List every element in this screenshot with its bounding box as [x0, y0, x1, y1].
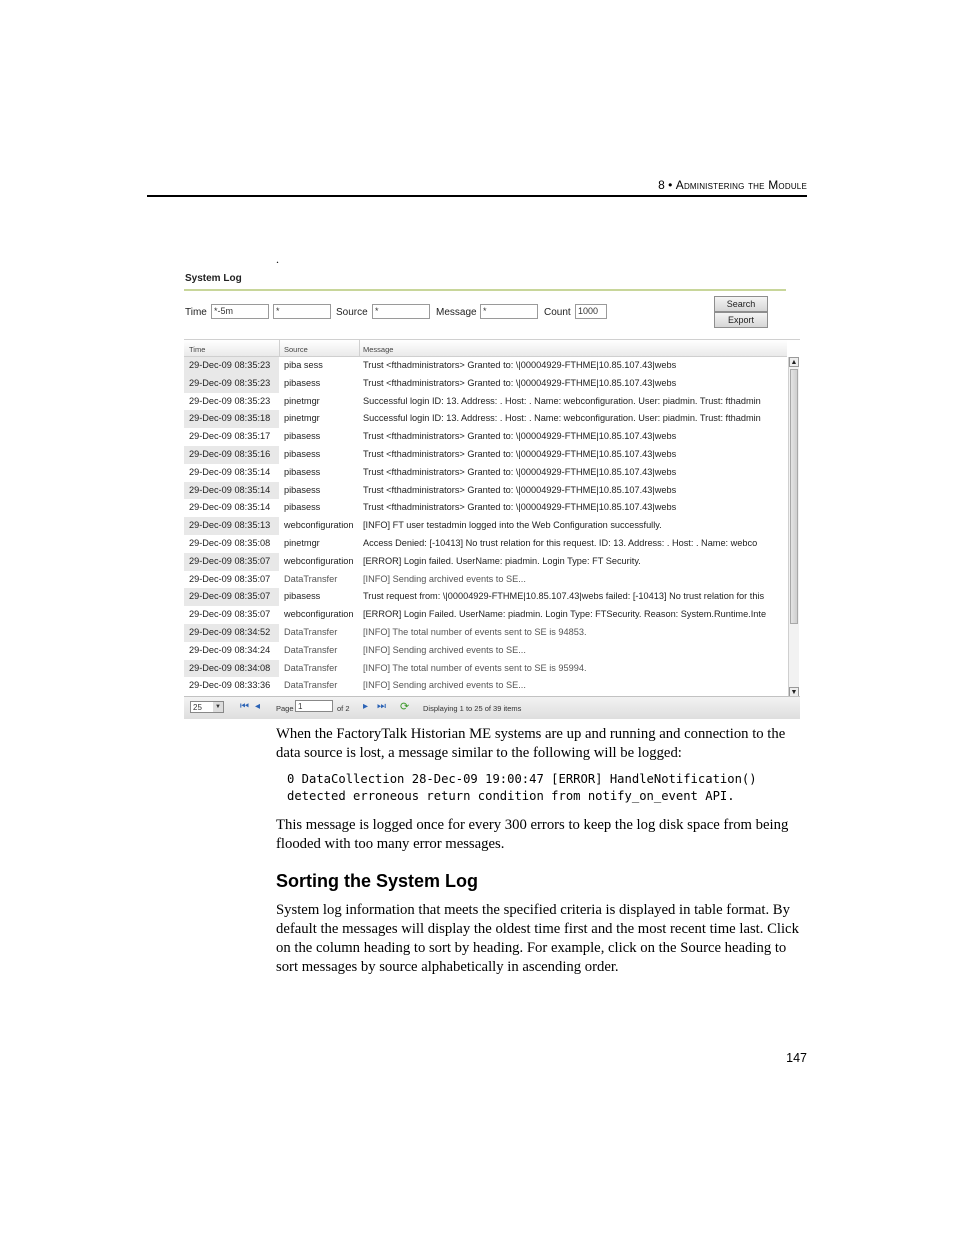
time-cell: 29-Dec-09 08:35:23: [184, 357, 279, 375]
prev-page-icon[interactable]: ◂: [255, 701, 261, 712]
refresh-icon[interactable]: ⟳: [400, 701, 410, 713]
column-header-source[interactable]: Source: [284, 345, 308, 354]
running-header: [147, 178, 807, 192]
section-heading: Sorting the System Log: [276, 871, 479, 891]
page-number-input[interactable]: 1: [295, 700, 333, 712]
system-log-screenshot: [184, 268, 802, 720]
code-line-2: detected erroneous return condition from notify_on_event API.: [287, 789, 735, 803]
message-cell: [INFO] Sending archived events to SE...: [363, 573, 526, 584]
export-button[interactable]: Export: [714, 312, 768, 328]
source-cell: pinetmgr: [284, 537, 320, 548]
page-label: Page: [276, 704, 294, 713]
stray-dot: .: [276, 252, 279, 266]
table-row[interactable]: [184, 482, 787, 500]
time-cell: 29-Dec-09 08:35:16: [184, 446, 279, 464]
message-cell: Access Denied: [-10413] No trust relation for this request. ID: 13. Address: . Host: . Name: webco: [363, 537, 758, 548]
table-row[interactable]: [184, 606, 787, 624]
table-row[interactable]: [184, 375, 787, 393]
message-label: Message: [436, 307, 477, 318]
chapter-number: 8 •: [658, 178, 673, 192]
time-cell: 29-Dec-09 08:35:14: [184, 482, 279, 500]
table-row[interactable]: [184, 660, 787, 678]
table-row[interactable]: [184, 624, 787, 642]
table-row[interactable]: [184, 357, 787, 375]
source-cell: DataTransfer: [284, 662, 338, 673]
time-cell: 29-Dec-09 08:35:18: [184, 410, 279, 428]
message-cell: Successful login ID: 13. Address: . Host: . Name: webconfiguration. User: piadmin. Trust: fthadmin: [363, 395, 761, 406]
table-row[interactable]: [184, 553, 787, 571]
source-cell: pibasess: [284, 448, 321, 459]
display-status: Displaying 1 to 25 of 39 items: [423, 704, 522, 713]
search-button[interactable]: Search: [714, 296, 768, 312]
page-number: 147: [786, 1051, 807, 1065]
time-cell: 29-Dec-09 08:35:07: [184, 588, 279, 606]
table-row[interactable]: [184, 428, 787, 446]
source-cell: pibasess: [284, 502, 321, 513]
message-cell: Trust <fthadministrators> Granted to: \|00004929-FTHME|10.85.107.43|webs: [363, 466, 677, 477]
column-divider: [279, 340, 280, 356]
table-row[interactable]: [184, 571, 787, 589]
time-cell: 29-Dec-09 08:34:24: [189, 644, 271, 655]
time-cell: 29-Dec-09 08:35:13: [184, 517, 279, 535]
pagination-bar: [184, 696, 800, 719]
column-header-message[interactable]: Message: [363, 345, 394, 354]
column-header-time[interactable]: Time: [189, 345, 206, 354]
table-row[interactable]: [184, 517, 787, 535]
message-cell: [INFO] Sending archived events to SE...: [363, 680, 526, 691]
page-size-select[interactable]: [190, 701, 224, 713]
table-row[interactable]: [184, 410, 787, 428]
message-cell: [ERROR] Login Failed. UserName: piadmin. Login Type: FTSecurity. Reason: System.Runtime.Inte: [363, 609, 767, 620]
time-cell: 29-Dec-09 08:33:36: [189, 680, 271, 691]
table-row[interactable]: [184, 642, 787, 660]
message-cell: Trust request from: \|00004929-FTHME|10.85.107.43|webs failed: [-10413] No trust relation for this: [363, 591, 765, 602]
time-cell: 29-Dec-09 08:35:07: [184, 553, 279, 571]
source-cell: DataTransfer: [284, 644, 338, 655]
source-cell: DataTransfer: [284, 626, 338, 637]
table-row[interactable]: [184, 588, 787, 606]
source-cell: pibasess: [284, 466, 321, 477]
message-cell: Trust <fthadministrators> Granted to: \|00004929-FTHME|10.85.107.43|webs: [363, 484, 677, 495]
paragraph-sorting: System log information that meets the specified criteria is displayed in table format. By default the messages will display the oldest time first and the most recent time last. Click on the column heading to sort by heading. For example, click on the Source heading to sort messages by source alphabetically in ascending order.: [276, 902, 799, 975]
last-page-icon[interactable]: ⏭: [377, 701, 386, 712]
time-end-input[interactable]: *: [273, 304, 331, 319]
table-row[interactable]: [184, 499, 787, 517]
message-cell: [INFO] Sending archived events to SE...: [363, 644, 526, 655]
first-page-icon[interactable]: ⏮: [240, 701, 249, 712]
source-cell: pibasess: [284, 591, 321, 602]
source-cell: DataTransfer: [284, 680, 338, 691]
scroll-down-icon[interactable]: ▼: [790, 689, 798, 696]
title-underline: [184, 289, 786, 291]
time-cell: 29-Dec-09 08:35:17: [189, 431, 271, 442]
page-count: of 2: [337, 704, 350, 713]
paragraph-connection-lost: When the FactoryTalk Historian ME systems are up and running and connection to the data source is lost, a message similar to the following will be logged:: [276, 726, 786, 761]
source-cell: pibasess: [284, 377, 321, 388]
time-label: Time: [185, 307, 207, 318]
source-cell: pibasess: [284, 484, 321, 495]
message-cell: Successful login ID: 13. Address: . Host: . Name: webconfiguration. User: piadmin. Trust: fthadmin: [363, 413, 761, 424]
paragraph-error-throttle: This message is logged once for every 300 errors to keep the log disk space from being flooded with too many error messages.: [276, 817, 789, 852]
table-row[interactable]: [184, 677, 787, 695]
message-cell: Trust <fthadministrators> Granted to: \|00004929-FTHME|10.85.107.43|webs: [363, 431, 677, 442]
grid-rows: [184, 357, 787, 695]
scroll-thumb[interactable]: [790, 369, 798, 624]
header-rule: [147, 195, 807, 197]
chevron-down-icon: ▼: [213, 702, 223, 712]
source-cell: webconfiguration: [284, 555, 354, 566]
time-cell: 29-Dec-09 08:35:23: [184, 375, 279, 393]
message-cell: Trust <fthadministrators> Granted to: \|00004929-FTHME|10.85.107.43|webs: [363, 377, 677, 388]
message-cell: Trust <fthadministrators> Granted to: \|00004929-FTHME|10.85.107.43|webs: [363, 448, 677, 459]
source-label: Source: [336, 307, 368, 318]
message-input[interactable]: *: [480, 304, 538, 319]
count-label: Count: [544, 307, 571, 318]
chapter-title: Administering the Module: [675, 178, 807, 192]
message-cell: [INFO] The total number of events sent to SE is 94853.: [363, 626, 587, 637]
next-page-icon[interactable]: ▸: [363, 701, 369, 712]
column-divider: [359, 340, 360, 356]
time-cell: 29-Dec-09 08:35:07: [189, 573, 271, 584]
source-cell: pinetmgr: [284, 395, 320, 406]
count-input[interactable]: 1000: [575, 304, 607, 319]
time-cell: 29-Dec-09 08:35:14: [189, 502, 271, 513]
time-cell: 29-Dec-09 08:34:08: [184, 660, 279, 678]
time-cell: 29-Dec-09 08:34:52: [184, 624, 279, 642]
system-log-title: System Log: [185, 273, 242, 284]
table-row[interactable]: [184, 535, 787, 553]
table-row[interactable]: [184, 393, 787, 411]
vertical-scrollbar[interactable]: [788, 357, 799, 697]
time-start-input[interactable]: *-5m: [211, 304, 269, 319]
source-cell: webconfiguration: [284, 520, 354, 531]
message-cell: [ERROR] Login failed. UserName: piadmin. Login Type: FT Security.: [363, 555, 641, 566]
message-cell: Trust <fthadministrators> Granted to: \|00004929-FTHME|10.85.107.43|webs: [363, 502, 677, 513]
source-input[interactable]: *: [372, 304, 430, 319]
grid-header: [184, 340, 787, 357]
source-cell: pinetmgr: [284, 413, 320, 424]
log-grid: [184, 339, 800, 697]
page-size-value: 25: [193, 703, 202, 712]
time-cell: 29-Dec-09 08:35:14: [189, 466, 271, 477]
code-line-1: 0 DataCollection 28-Dec-09 19:00:47 [ERROR] HandleNotification(): [287, 772, 757, 786]
message-cell: [INFO] The total number of events sent to SE is 95994.: [363, 662, 587, 673]
source-cell: webconfiguration: [284, 609, 354, 620]
table-row[interactable]: [184, 464, 787, 482]
message-cell: Trust <fthadministrators> Granted to: \|00004929-FTHME|10.85.107.43|webs: [363, 360, 677, 370]
source-cell: DataTransfer: [284, 573, 338, 584]
scroll-up-icon[interactable]: ▲: [790, 359, 798, 366]
source-cell: pibasess: [284, 431, 321, 442]
source-cell: piba sess: [284, 360, 323, 370]
time-cell: 29-Dec-09 08:35:08: [189, 537, 271, 548]
time-cell: 29-Dec-09 08:35:07: [189, 609, 271, 620]
time-cell: 29-Dec-09 08:35:23: [189, 395, 271, 406]
message-cell: [INFO] FT user testadmin logged into the Web Configuration successfully.: [363, 520, 662, 531]
table-row[interactable]: [184, 446, 787, 464]
